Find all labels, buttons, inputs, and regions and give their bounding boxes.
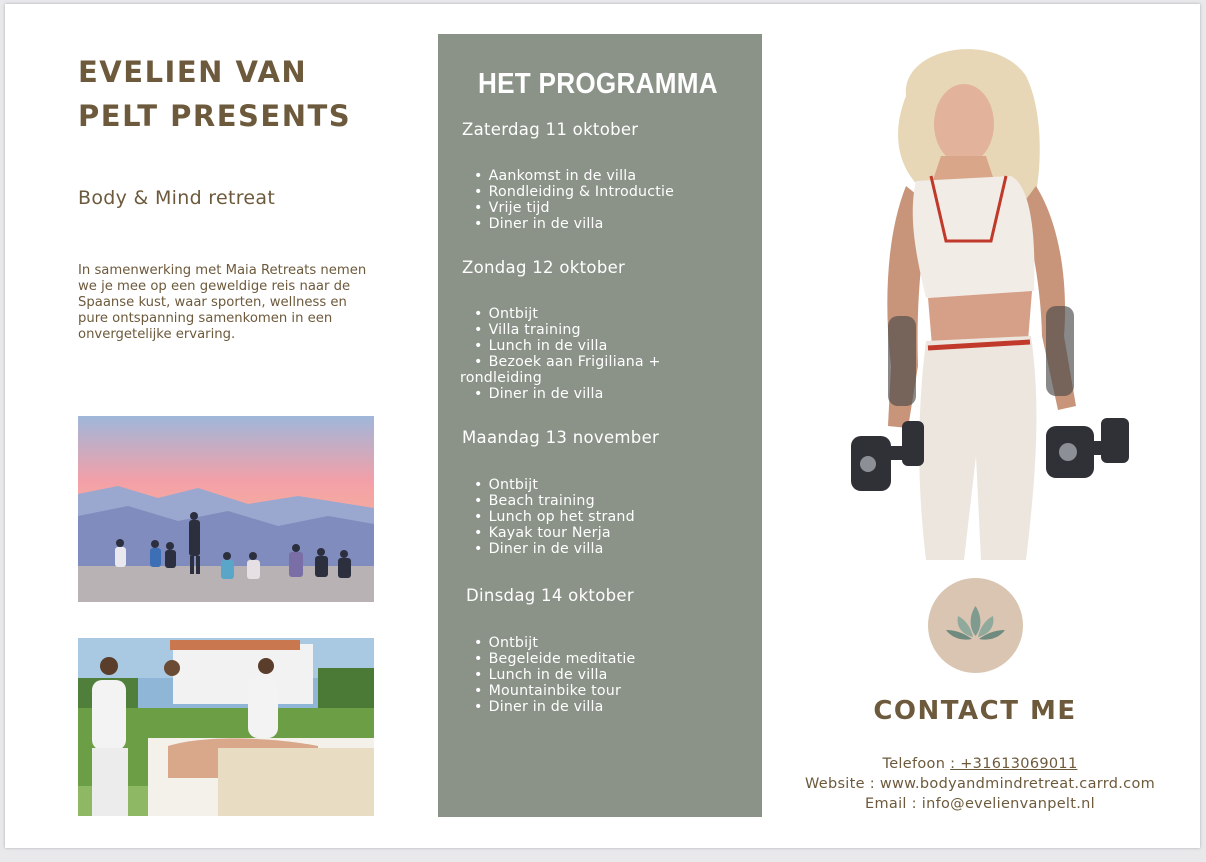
list-item: • Diner in de villa xyxy=(474,699,744,715)
list-item: • Begeleide meditatie xyxy=(474,651,744,667)
phone-link[interactable]: : +31613069011 xyxy=(950,756,1078,772)
lotus-badge xyxy=(928,578,1023,673)
email-line xyxy=(790,796,1170,812)
lotus-icon xyxy=(928,578,1023,673)
page-title: EVELIEN VAN PELT PRESENTS xyxy=(78,55,352,133)
phone-label: Telefoon xyxy=(882,756,946,772)
list-item: • Ontbijt xyxy=(474,477,744,493)
list-item: • Lunch in de villa xyxy=(474,667,744,683)
list-item: • Lunch in de villa xyxy=(474,338,744,354)
list-item: • Aankomst in de villa xyxy=(474,168,744,184)
email-label: Email xyxy=(865,796,907,812)
website-link[interactable]: : www.bodyandmindretreat.carrd.com xyxy=(869,776,1156,792)
day-title: Maandag 13 november xyxy=(462,428,660,447)
day-items xyxy=(460,306,744,402)
list-item: • Diner in de villa xyxy=(474,386,744,402)
contact-heading: CONTACT ME xyxy=(873,696,1077,726)
day-items xyxy=(474,477,744,557)
list-item: • Vrije tijd xyxy=(474,200,744,216)
program-panel xyxy=(438,34,762,817)
list-item: • Ontbijt xyxy=(474,306,744,322)
list-item: • Beach training xyxy=(474,493,744,509)
list-item: • Lunch op het strand xyxy=(474,509,744,525)
website-line xyxy=(790,776,1170,792)
day-items xyxy=(474,168,744,232)
website-label: Website xyxy=(804,776,865,792)
trainer-portrait xyxy=(846,36,1136,560)
list-item: • Ontbijt xyxy=(474,635,744,651)
phone-line xyxy=(790,756,1170,772)
intro-text: In samenwerking met Maia Retreats nemen we je mee op een geweldige reis naar de Spaanse kust, waar sporten, wellness en pure ontspanning samenkomen in een onvergetelijke ervaring. xyxy=(78,263,367,342)
list-item: • Kayak tour Nerja xyxy=(474,525,744,541)
list-item: • Villa training xyxy=(474,322,744,338)
massage-photo xyxy=(78,638,374,816)
day-title: Zaterdag 11 oktober xyxy=(462,120,639,139)
retreat-subtitle: Body & Mind retreat xyxy=(78,187,276,209)
list-item: • Diner in de villa xyxy=(474,216,744,232)
email-link[interactable]: : info@evelienvanpelt.nl xyxy=(911,796,1095,812)
program-heading: HET PROGRAMMA xyxy=(478,68,718,100)
sunset-group-photo xyxy=(78,416,374,602)
day-title: Dinsdag 14 oktober xyxy=(466,586,634,605)
list-item: • Rondleiding & Introductie xyxy=(474,184,744,200)
list-item: • Mountainbike tour xyxy=(474,683,744,699)
list-item-continuation: rondleiding xyxy=(460,370,542,386)
list-item: • Bezoek aan Frigiliana + xyxy=(474,354,744,370)
list-item: • Diner in de villa xyxy=(474,541,744,557)
day-items xyxy=(474,635,744,715)
day-title: Zondag 12 oktober xyxy=(462,258,626,277)
